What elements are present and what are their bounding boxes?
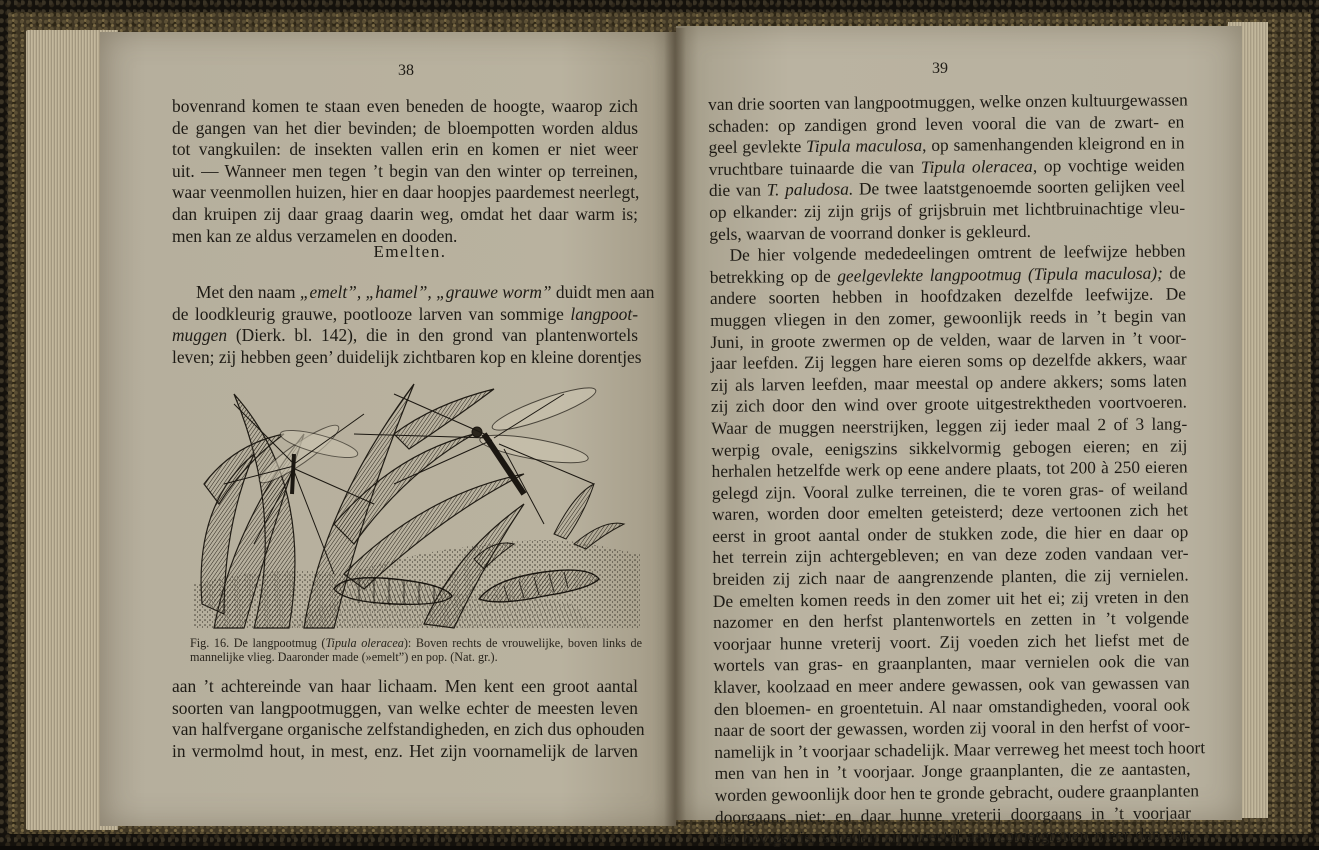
text-line: men van hen in ’t voorjaar. Jonge graanplanten, die ze aantasten,: [714, 758, 1191, 784]
left-page-number: 38: [398, 62, 414, 79]
text-line: van halfvergane organische zelfstandigheden, en zich dus ophouden: [172, 719, 645, 740]
text-span: , op samenhangenden kleigrond en in: [921, 132, 1185, 156]
text-line: dan kruipen zij daar graag daarin weg, omdat het daar warm is;: [172, 203, 638, 224]
text-span: de: [1162, 262, 1186, 283]
text-line: breiden zij zich naar de aangrenzende planten, die zij vernielen.: [712, 564, 1189, 590]
text-line: waren, worden door emelten geteisterd; deze vertoonen zich het: [711, 499, 1189, 525]
italic-span: T. paludosa.: [766, 178, 854, 200]
text-line: op elkander: zij zijn grijs of grijsbruin met lichtbruinachtige vleu-: [709, 197, 1186, 222]
text-span: duidt men aan: [551, 282, 655, 302]
text-line: muggen vliegen in den zomer, gewoonlijk reeds in ’t begin van: [710, 305, 1187, 330]
text-line: doorgaans niet; en daar hunne vreterij doorgaans in ’t voorjaar: [714, 801, 1192, 827]
left-paragraph-3: [172, 676, 645, 762]
book-gutter: [664, 28, 686, 826]
text-span: Fig. 16. De langpootmug (: [190, 636, 326, 650]
text-line: andere soorten hebben in hoofdzaken dezelfde leefwijze. De: [709, 283, 1187, 309]
text-span: De twee laatstgenoemde soorten gelijken veel: [853, 175, 1185, 199]
left-paragraph-2: [172, 282, 655, 368]
text-line: eerst in groot aantal onder de stukken zode, die hier en daar op: [712, 521, 1189, 546]
text-line: soorten van langpootmuggen, van welke echter de meesten leven: [172, 697, 638, 718]
text-line: De emelten komen reeds in den zomer uit het ei; zij vreten in den: [712, 586, 1189, 611]
text-line: herhalen hetzelfde werk op eene andere plaats, tot 200 à 250 eieren: [711, 456, 1188, 482]
text-line: [172, 304, 638, 326]
right-page-number: 39: [932, 60, 948, 77]
text-span: betrekking op de: [709, 265, 838, 287]
text-line: het terrein zijn achtergebleven; en van deze zoden vandaan ver-: [712, 542, 1189, 568]
text-line: bovenrand komen te staan even beneden de hoogte, waarop zich: [172, 96, 638, 116]
crane-fly-illustration: [194, 374, 640, 628]
italic-span: Tipula oleracea: [920, 155, 1033, 177]
text-line: de gangen van het dier bevinden; de bloempotten worden aldus: [172, 117, 638, 138]
text-line: [172, 325, 638, 347]
text-line: zij als larven leefden, maar meestal op andere akkers; soms laten: [710, 370, 1187, 395]
text-line: het hevigst is, schaden zij meestal aan zomergranen meer dan aan: [715, 823, 1192, 849]
text-span: geel gevlekte: [708, 136, 807, 158]
italic-span: Tipula maculosa: [806, 135, 923, 157]
italic-span: muggen: [172, 325, 228, 346]
text-line: van drie soorten van langpootmuggen, welke onzen kultuurgewassen: [708, 89, 1188, 114]
left-paragraph-1: [172, 96, 638, 247]
text-line: gelegd zijn. Vooral zulke terreinen, die te voren gras- of weiland: [711, 478, 1188, 503]
text-line: zij zich door den wind over groote uitgestrektheden voortvoeren.: [710, 391, 1188, 417]
text-line: men kan ze aldus verzamelen en dooden.: [172, 225, 458, 246]
text-line: tot vangkuilen: de insekten vallen erin en komen er niet weer: [172, 139, 638, 160]
text-span: de loodkleurig grauwe, pootlooze larven van sommige: [172, 303, 571, 324]
text-line: naar de soort der gewassen, worden zij vooral in den herfst of voor-: [714, 715, 1191, 741]
text-span: ): Boven rechts de vrouwelijke, boven links de mannelijke vlieg. Daaronder made (»emelt”) en pop. (Nat. gr.).: [190, 636, 642, 664]
italic-span: Tipula oleracea: [325, 636, 404, 650]
text-line: Waar de muggen neerstrijken, leggen zij ieder maal 2 of 3 lang-: [711, 413, 1188, 438]
figure-caption: [190, 636, 642, 664]
text-span: (Dierk. bl. 142), die in den grond van plantenwortels: [227, 325, 638, 346]
text-line: De hier volgende mededeelingen omtrent de leefwijze hebben: [729, 240, 1186, 265]
text-line: klaver, koolzaad en meer andere gewassen, ook van gewassen van: [713, 672, 1190, 698]
text-line: wortels van gras- en graanplanten, maar vernielen ook die van: [713, 650, 1190, 676]
text-span: vruchtbare tuinaarde die van: [708, 156, 921, 179]
text-line: leven; zij hebben geen’ duidelijk zichtbaren kop en kleine dorentjes: [172, 346, 642, 367]
text-line: aan ’t achtereinde van haar lichaam. Men kent een groot aantal: [172, 676, 638, 696]
text-line: schaden: op zandigen grond leven vooral die van de zwart- en: [708, 111, 1185, 136]
text-line: waar veenmollen huizen, hier en daar hoopjes paardemest neerlegt,: [172, 182, 640, 203]
text-line: in vermolmd hout, in mest, enz. Het zijn voornamelijk de larven: [172, 740, 638, 761]
text-line: Juni, in groote zwermen op de velden, waar de larven in ’t voor-: [710, 326, 1187, 352]
text-line: worden gewoonlijk door hen te gronde gebracht, oudere graanplanten: [714, 780, 1200, 805]
section-heading: Emelten.: [373, 242, 447, 261]
italic-span: langpoot-: [570, 303, 638, 324]
text-span: , op vochtige weiden: [1032, 154, 1185, 176]
italic-span: geelgevlekte langpootmug (Tipula maculosa);: [837, 262, 1163, 286]
text-line: werpig ovale, eenigszins sikkelvormig gebogen eieren; en zij: [711, 434, 1188, 460]
text-line: gels, waarvan de voorrand donker is gekleurd.: [709, 220, 1032, 244]
text-line: [172, 282, 655, 304]
italic-span: „emelt”, „hamel”, „grauwe worm”: [299, 282, 552, 302]
text-span: Met den naam: [196, 282, 300, 302]
text-line: nazomer en den herfst plantenwortels en zetten in ’t volgende: [712, 607, 1190, 633]
text-span: die van: [708, 179, 767, 201]
text-line: jaar leefden. Zij leggen hare eieren soms op dezelfde akkers, waar: [710, 348, 1187, 374]
text-line: voorjaar hunne vreterij voort. Zij voeden zich het liefst met de: [713, 629, 1190, 654]
text-line: den bloemen- en groentetuin. Al naar omstandigheden, vooral ook: [713, 694, 1190, 719]
right-page-body: [708, 89, 1206, 849]
right-page-remaining-lines: [709, 283, 1206, 850]
text-line: uit. — Wanneer men tegen ’t begin van den winter op terreinen,: [172, 160, 638, 181]
text-line: namelijk in ’t voorjaar schadelijk. Maar verreweg het meest toch hoort: [714, 737, 1206, 762]
